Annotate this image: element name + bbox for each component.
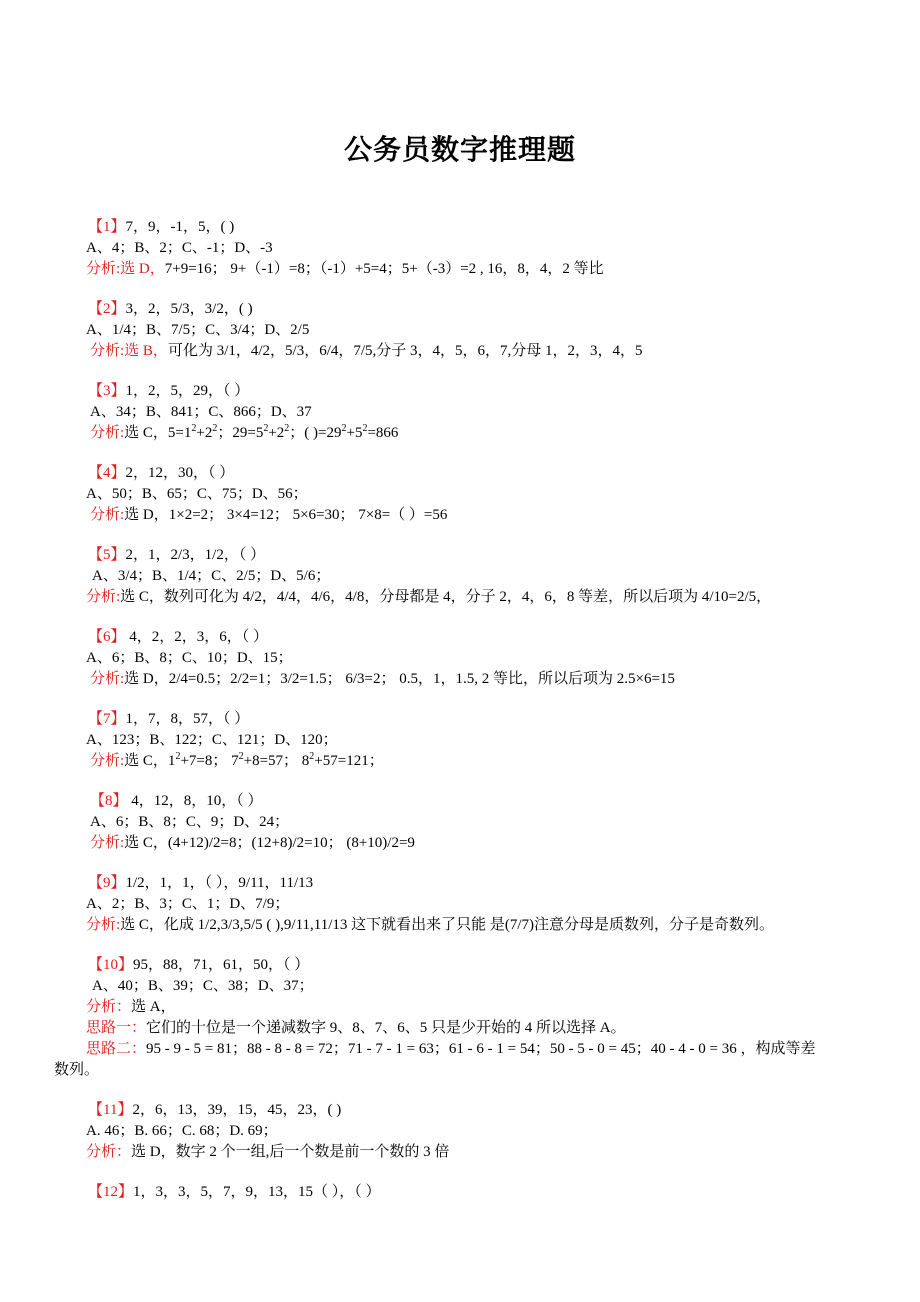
analysis-text: 7+9=16； 9+（-1）=8；（-1）+5=4；5+（-3）=2 , 16，8，4，2 等比 — [164, 261, 604, 277]
problem-9-question — [88, 873, 313, 893]
question-text: 3，2，5/3，3/2，( ) — [125, 301, 253, 317]
analysis-text: 选 D，2/4=0.5；2/2=1；3/2=1.5； 6/3=2； 0.5，1，1.5, 2 等比，所以后项为 2.5×6=15 — [124, 671, 675, 687]
analysis-label: 分析: — [90, 753, 125, 769]
problem-number: 【6】 — [88, 629, 126, 645]
problem-number: 【3】 — [88, 383, 126, 399]
problem-5-options: A、3/4；B、1/4；C、2/5；D、5/6； — [92, 568, 331, 584]
analysis-label: 分析:选 D， — [86, 261, 165, 277]
analysis-text: 选 D，1×2=2； 3×4=12； 5×6=30； 7×8=（ ）=56 — [124, 507, 448, 523]
superscript: 2 — [238, 751, 244, 762]
analysis-text: 选 C，(4+12)/2=8；(12+8)/2=10； (8+10)/2=9 — [124, 835, 415, 851]
analysis-text: 可化为 3/1，4/2，5/3，6/4，7/5,分子 3，4，5，6，7,分母 1，2，3，4，5 — [167, 343, 643, 359]
question-text: 2，6，13，39，15，45，23，( ) — [132, 1102, 342, 1118]
problem-10-analysis — [86, 997, 176, 1017]
analysis-label: 分析: — [90, 835, 125, 851]
analysis-text: =866 — [367, 425, 399, 441]
analysis-label: 分析: — [90, 507, 125, 523]
analysis-label: 分析:选 B， — [90, 343, 168, 359]
analysis-label: 分析： — [86, 999, 132, 1015]
problem-5-question — [88, 545, 265, 565]
problem-10-question — [88, 955, 309, 975]
problem-number: 【2】 — [88, 301, 126, 317]
question-text: 1，2，5，29，（ ） — [125, 383, 250, 399]
problem-number: 【9】 — [88, 875, 126, 891]
question-text: 1，7，8，57，（ ） — [125, 711, 250, 727]
problem-number: 【11】 — [88, 1102, 133, 1118]
problem-7-options: A、123；B、122；C、121；D、120； — [86, 732, 338, 748]
analysis-text: +8=57； 8 — [243, 753, 310, 769]
problem-5-analysis — [86, 587, 771, 607]
superscript: 2 — [175, 751, 181, 762]
problem-3-question — [88, 381, 249, 401]
analysis-text: 选 C，5=1 — [124, 425, 192, 441]
problem-number: 【4】 — [88, 465, 126, 481]
question-text: 1，3，3，5，7，9，13，15（ ），（ ） — [133, 1184, 381, 1200]
analysis-text: 选 A， — [131, 999, 176, 1015]
analysis-label: 分析: — [86, 589, 121, 605]
idea-text: 95 - 9 - 5 = 81；88 - 8 - 8 = 72；71 - 7 - 1 = 63；61 - 6 - 1 = 54；50 - 5 - 0 = 45；40 - 4 - 0 = 36 ，构成等差 — [146, 1041, 816, 1057]
idea-text: 它们的十位是一个递减数字 9、8、7、6、5 只是少开始的 4 所以选择 A。 — [146, 1020, 626, 1036]
superscript: 2 — [309, 751, 315, 762]
problem-4-question — [88, 463, 234, 483]
problem-2-question — [88, 299, 253, 319]
problem-10-idea-one — [86, 1018, 626, 1038]
problem-8-question — [90, 791, 263, 811]
problem-9-analysis — [86, 915, 774, 935]
analysis-text: +5 — [346, 425, 363, 441]
analysis-text: 选 D，数字 2 个一组,后一个数是前一个数的 3 倍 — [131, 1144, 450, 1160]
problem-1-options: A、4；B、2；C、-1；D、-3 — [86, 240, 273, 256]
problem-number: 【1】 — [88, 219, 126, 235]
problem-7-analysis — [90, 751, 384, 771]
problem-2-options: A、1/4；B、7/5；C、3/4；D、2/5 — [86, 322, 310, 338]
problem-11-analysis — [86, 1142, 449, 1162]
problem-11-options: A. 46；B. 66；C. 68；D. 69； — [86, 1123, 278, 1139]
problem-1-question — [88, 217, 234, 237]
analysis-text: +2 — [268, 425, 285, 441]
page-title: 公务员数字推理题 — [343, 133, 576, 166]
analysis-text: 选 C，化成 1/2,3/3,5/5 ( ),9/11,11/13 这下就看出来了只能 是(7/7)注意分母是质数列，分子是奇数列。 — [120, 917, 775, 933]
analysis-text: ；29=5 — [217, 425, 264, 441]
problem-8-options: A、6；B、8；C、9；D、24； — [90, 814, 290, 830]
problem-10-options: A、40；B、39；C、38；D、37； — [92, 978, 314, 994]
problem-7-question — [88, 709, 249, 729]
problem-4-analysis — [90, 505, 447, 525]
superscript: 2 — [212, 423, 218, 434]
superscript: 2 — [341, 423, 347, 434]
problem-12-question — [88, 1182, 381, 1202]
question-text: 1/2，1，1，（ ），9/11，11/13 — [125, 875, 314, 891]
problem-6-question — [88, 627, 268, 647]
analysis-text: +57=121； — [314, 753, 384, 769]
problem-6-options: A、6；B、8；C、10；D、15； — [86, 650, 293, 666]
problem-number: 【10】 — [88, 957, 134, 973]
problem-6-analysis — [90, 669, 675, 689]
question-text: 7，9，-1，5，( ) — [125, 219, 235, 235]
analysis-label: 分析: — [86, 917, 121, 933]
problem-2-analysis — [90, 341, 643, 361]
question-text: 4，2，2，3，6，（ ） — [125, 629, 269, 645]
question-text: 95，88，71，61，50，（ ） — [133, 957, 310, 973]
superscript: 2 — [284, 423, 290, 434]
problem-number: 【8】 — [90, 793, 128, 809]
problem-3-options: A、34；B、841；C、866；D、37 — [90, 404, 312, 420]
problem-10-idea-two — [86, 1039, 815, 1059]
analysis-text: +7=8； 7 — [180, 753, 239, 769]
problem-9-options: A、2；B、3；C、1；D、7/9； — [86, 896, 290, 912]
problem-4-options: A、50；B、65；C、75；D、56； — [86, 486, 308, 502]
problem-11-question — [88, 1100, 341, 1120]
analysis-label: 分析: — [90, 425, 125, 441]
superscript: 2 — [191, 423, 197, 434]
idea-label: 思路二： — [86, 1041, 147, 1057]
superscript: 2 — [362, 423, 368, 434]
analysis-text: ；( )=29 — [289, 425, 342, 441]
problem-3-analysis — [90, 423, 398, 443]
question-text: 2，1，2/3，1/2，（ ） — [125, 547, 266, 563]
analysis-label: 分析： — [86, 1144, 132, 1160]
question-text: 4，12，8，10，（ ） — [127, 793, 263, 809]
analysis-text: 选 C，1 — [124, 753, 176, 769]
problem-10-idea-two-continued: 数列。 — [54, 1062, 100, 1078]
analysis-label: 分析: — [90, 671, 125, 687]
analysis-text: 选 C，数列可化为 4/2，4/4，4/6，4/8，分母都是 4，分子 2，4，6，8 等差，所以后项为 4/10=2/5， — [120, 589, 772, 605]
problem-number: 【12】 — [88, 1184, 134, 1200]
problem-8-analysis — [90, 833, 415, 853]
question-text: 2，12，30，（ ） — [125, 465, 235, 481]
superscript: 2 — [263, 423, 269, 434]
problem-1-analysis — [86, 259, 604, 279]
problem-number: 【7】 — [88, 711, 126, 727]
idea-label: 思路一： — [86, 1020, 147, 1036]
problem-number: 【5】 — [88, 547, 126, 563]
analysis-text: +2 — [196, 425, 213, 441]
